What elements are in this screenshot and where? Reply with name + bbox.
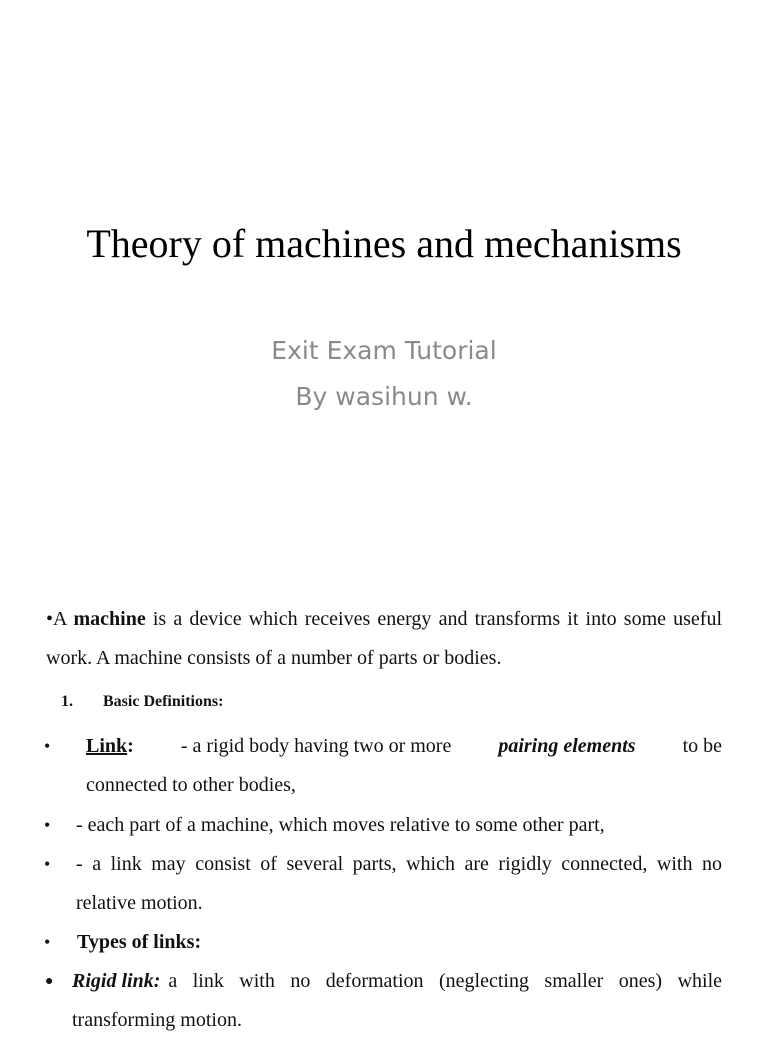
link-emphasis: pairing elements: [498, 735, 636, 757]
link-text-before: - a rigid body having two or more: [180, 735, 452, 757]
link-definition-line-2: connected to other bodies,: [86, 774, 296, 796]
rigid-term: Rigid link:: [72, 970, 161, 992]
intro-bullet: •A: [46, 608, 67, 630]
subtitle-line-2: By wasihun w.: [295, 382, 473, 411]
subtitle-line-1: Exit Exam Tutorial: [271, 336, 497, 365]
slide-title: Theory of machines and mechanisms: [86, 221, 682, 266]
link-term: Link: [86, 735, 128, 757]
intro-text: is a device which receives energy and transforms it into some useful work. A machine consists of a number of parts or bodies.: [46, 608, 723, 669]
item2-text: - each part of a machine, which moves relative to some other part,: [76, 814, 605, 836]
rigid-bullet: ●: [45, 974, 54, 989]
link-colon: :: [127, 735, 134, 757]
intro-machine-term: machine: [73, 608, 146, 630]
section-heading: Basic Definitions:: [103, 693, 224, 710]
link-definition-line-1: [86, 727, 722, 766]
section-number: 1.: [61, 693, 73, 710]
item3-line-1: - a link may consist of several parts, which are rigidly connected, with no: [76, 853, 722, 875]
rigid-line-1: [72, 962, 722, 1001]
item3-bullet: •: [44, 854, 51, 874]
item2-bullet: •: [44, 815, 51, 835]
types-heading: Types of links:: [77, 931, 202, 953]
rigid-text: a link with no deformation (neglecting smaller ones) while: [168, 970, 722, 992]
link-bullet: •: [44, 736, 51, 756]
rigid-line-2: transforming motion.: [72, 1009, 242, 1031]
types-bullet: •: [44, 932, 51, 952]
link-text-after: to be: [682, 735, 722, 757]
intro-paragraph: [46, 600, 722, 678]
item3-line-2: relative motion.: [76, 892, 203, 914]
